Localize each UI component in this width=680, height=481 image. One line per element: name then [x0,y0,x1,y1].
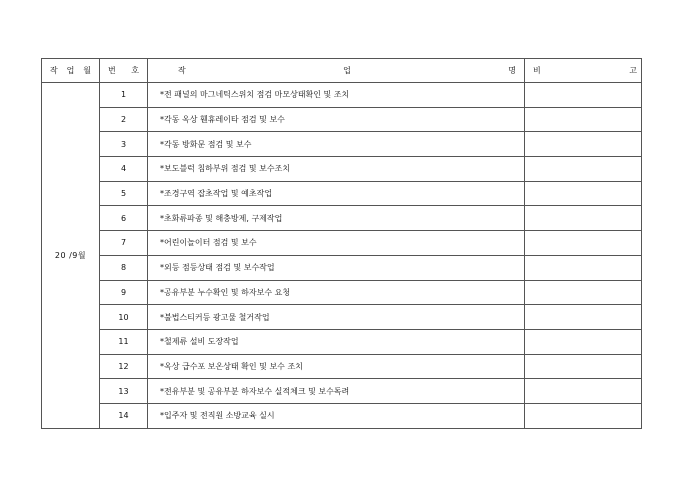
remarks-cell [525,280,642,305]
table-row [42,181,642,206]
remarks-cell [525,329,642,354]
task-name: *공유부분 누수확인 및 하자보수 요청 [148,280,525,305]
table-row [42,305,642,330]
header-remarks-char: 비 [533,66,541,75]
task-name: *조경구역 잡초작업 및 예초작업 [148,181,525,206]
header-remarks-char: 고 [629,66,637,75]
row-number: 11 [100,329,148,354]
table-row [42,132,642,157]
remarks-cell [525,379,642,404]
row-number: 14 [100,403,148,428]
header-number [100,59,148,83]
work-schedule-table [41,58,642,429]
table-row [42,403,642,428]
table-row [42,280,642,305]
header-row [42,59,642,83]
table-row [42,255,642,280]
work-month-cell: 20 /9월 [42,83,100,429]
remarks-cell [525,83,642,108]
task-name: *초화류파종 및 해충방제, 구제작업 [148,206,525,231]
table-row [42,231,642,256]
header-work-month-char: 작 [50,66,58,75]
header-work-month-char: 업 [66,66,75,75]
row-number: 4 [100,157,148,182]
table-row [42,157,642,182]
task-name: *각동 옥상 휀휴레이타 점검 및 보수 [148,107,525,132]
row-number: 12 [100,354,148,379]
task-name: *외등 점등상태 점검 및 보수작업 [148,255,525,280]
remarks-cell [525,231,642,256]
table-body [42,83,642,429]
row-number: 3 [100,132,148,157]
header-work-month-char: 월 [83,66,91,75]
task-name: *불법스티커등 광고물 철거작업 [148,305,525,330]
task-name: *옥상 급수포 보온상태 확인 및 보수 조치 [148,354,525,379]
row-number: 5 [100,181,148,206]
task-name: *보도블럭 침하부위 점검 및 보수조치 [148,157,525,182]
task-name: *철제류 설비 도장작업 [148,329,525,354]
task-name: *전 패널의 마그네틱스위치 점검 마모상태확인 및 조치 [148,83,525,108]
task-name: *전유부분 및 공유부분 하자보수 실적체크 및 보수독려 [148,379,525,404]
remarks-cell [525,255,642,280]
task-name: *각동 방화문 점검 및 보수 [148,132,525,157]
remarks-cell [525,157,642,182]
header-task-name [148,59,525,83]
row-number: 1 [100,83,148,108]
header-number-char: 번 [108,66,116,75]
remarks-cell [525,132,642,157]
header-work-month [42,59,100,83]
row-number: 10 [100,305,148,330]
task-name: *입주자 및 전직원 소방교육 실시 [148,403,525,428]
remarks-cell [525,107,642,132]
table-row [42,83,642,108]
remarks-cell [525,354,642,379]
header-number-char: 호 [131,66,139,75]
row-number: 6 [100,206,148,231]
row-number: 2 [100,107,148,132]
table-row [42,354,642,379]
table-row [42,379,642,404]
row-number: 13 [100,379,148,404]
remarks-cell [525,305,642,330]
table-row [42,107,642,132]
row-number: 9 [100,280,148,305]
remarks-cell [525,403,642,428]
task-name: *어린이놀이터 점검 및 보수 [148,231,525,256]
table-row [42,329,642,354]
header-task-char: 업 [343,66,351,75]
remarks-cell [525,181,642,206]
header-task-char: 작 [178,66,186,75]
row-number: 7 [100,231,148,256]
remarks-cell [525,206,642,231]
table-row [42,206,642,231]
header-task-char: 명 [508,66,516,75]
header-remarks [525,59,642,83]
row-number: 8 [100,255,148,280]
